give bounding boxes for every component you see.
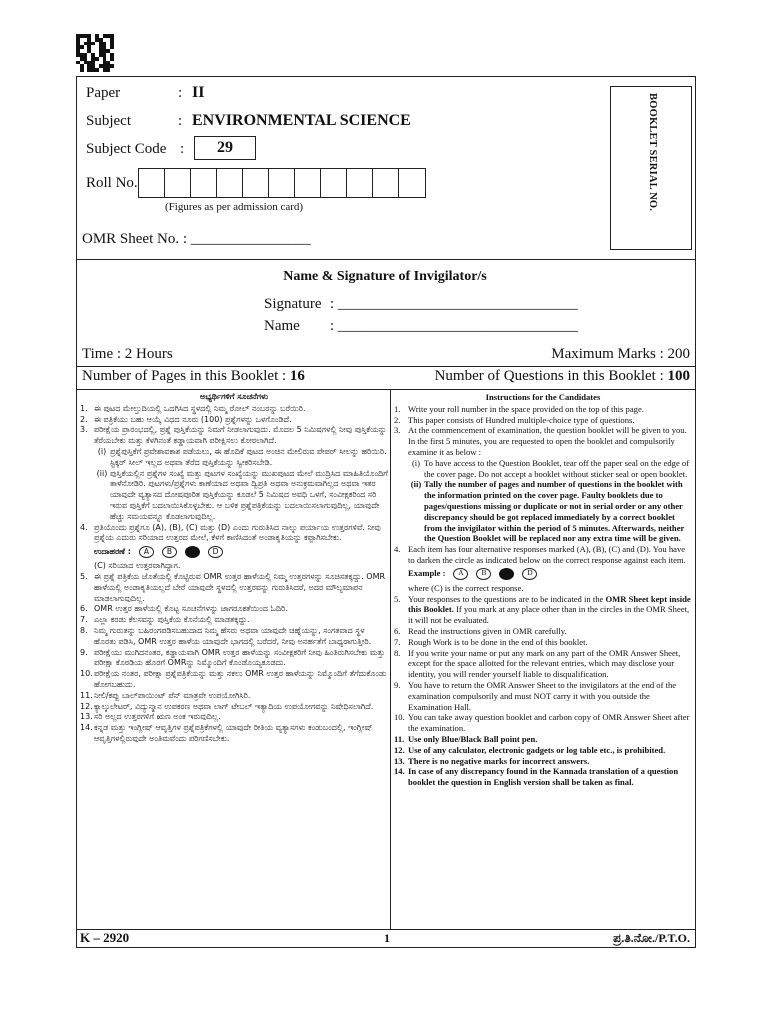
option-d-circle: D (522, 568, 537, 580)
list-item: 1. Write your roll number in the space provided on the top of this page. (394, 403, 644, 414)
option-c-filled-circle (499, 568, 514, 580)
list-item: 11. Use only Blue/Black Ball point pen. (394, 733, 538, 744)
roll-digit-box[interactable] (217, 169, 243, 197)
pages-value: 16 (289, 368, 305, 384)
qr-code (76, 34, 114, 72)
list-item: 13. There is no negative marks for incorrect answers. (394, 755, 590, 766)
roll-number-note: (Figures as per admission card) (165, 201, 304, 213)
example-row (394, 568, 692, 580)
list-item: (ii) ಪುಸ್ತಿಕೆಯಲ್ಲಿನ ಪ್ರಶ್ನೆಗಳ ಸಂಖ್ಯೆ ಮತ್ತು ಪುಟಗಳ ಸಂಖ್ಯೆಯನ್ನು ಮುಖಪುಟದ ಮೇಲೆ ಮುದ್ರಿಸಿದ ಮಾಹಿತಿಯೊಂದಿಗೆ ತಾಳೆನೋಡಿರಿ. ಪುಟಗಳು/ಪ್ರಶ್ನೆಗಳು ಕಾಣೆಯಾದ ಅಥವಾ ದ್ವಿಪ್ರತಿ ಅಥವಾ ಅನುಕ್ರಮವಾಗಿಲ್ಲದ ಅಥವಾ ಇತರ ಯಾವುದೇ ವ್ಯತ್ಯಾಸದ ದೋಷಪೂರಿತ ಪುಸ್ತಿಕೆಯನ್ನು ಕೂಡಲೆ 5 ನಿಮಿಷದ ಅವಧಿ ಒಳಗೆ, ಸಂವೀಕ್ಷಕರಿಂದ ಸರಿ ಇರುವ ಪುಸ್ತಿಕೆಗೆ ಬದಲಾಯಿಸಿಕೊಳ್ಳಬೇಕು. ಆ ಬಳಿಕ ಪ್ರಶ್ನೆಪತ್ರಿಕೆಯನ್ನು ಬದಲಾಯಿಸಲಾಗುವುದಿಲ್ಲ, ಯಾವುದೇ ಹೆಚ್ಚು ಸಮಯವನ್ನೂ ಕೊಡಲಾಗುವುದಿಲ್ಲ. (96, 468, 388, 521)
list-item: 6. OMR ಉತ್ತರ ಹಾಳೆಯಲ್ಲಿ ಕೊಟ್ಟ ಸೂಚನೆಗಳನ್ನು ಜಾಗರೂಕತೆಯಿಂದ ಓದಿರಿ. (80, 604, 288, 614)
example-label: ಉದಾಹರಣೆ : (94, 546, 131, 556)
roll-digit-box[interactable] (373, 169, 399, 197)
invigilator-title: Name & Signature of Invigilator/s (283, 269, 487, 284)
list-item: 3. At the commencement of examination, the question booklet will be given to you. In the first 5 minutes, you are requested to open the booklet and compulsorily examine it as below : (394, 425, 687, 457)
list-item: 14. ಕನ್ನಡ ಮತ್ತು ಇಂಗ್ಲೀಷ್ ಆವೃತ್ತಿಗಳ ಪ್ರಶ್ನೆಪತ್ರಿಕೆಗಳಲ್ಲಿ ಯಾವುದೇ ರೀತಿಯ ವ್ಯತ್ಯಾಸಗಳು ಕಂಡುಬಂದಲ್ಲಿ, ಇಂಗ್ಲೀಷ್ ಆವೃತ್ತಿಗಳಲ್ಲಿರುವುದೇ ಅಂತಿಮವೆಂದು ಪರಿಗಣಿಸಬೇಕು. (80, 723, 373, 743)
list-item: 5. Your responses to the questions are to be indicated in the OMR Sheet kept inside this Booklet. If you mark at any place other than in the circles in the OMR Sheet, it will not be evaluated. (394, 593, 691, 626)
omr-sheet-number: OMR Sheet No. : ________________ (82, 231, 311, 247)
list-item: (i) To have access to the Question Booklet, tear off the paper seal on the edge of the cover page. Do not accept a booklet without sticker seal or open booklet. (411, 457, 690, 479)
page-number: 1 (384, 931, 390, 945)
list-item: 4. Each item has four alternative responses marked (A), (B), (C) and (D). You have to darken the circle as indicated below on the correct response against each item. (394, 544, 686, 565)
roll-digit-box[interactable] (139, 169, 165, 197)
example-row (80, 546, 388, 558)
roll-digit-box[interactable] (295, 169, 321, 197)
example-note: (C) ಸರಿಯಾದ ಉತ್ತರವಾಗಿದ್ದಾಗ. (94, 561, 181, 571)
divider (76, 259, 696, 260)
maximum-marks: Maximum Marks : 200 (551, 346, 690, 362)
list-item: 8. If you write your name or put any mark on any part of the OMR Answer Sheet, except for the space allotted for the relevant entries, which may disclose your identity, you will render yourself liable to disqualification. (394, 647, 681, 680)
list-item: 10. ಪರೀಕ್ಷೆಯ ನಂತರ, ಪರೀಕ್ಷಾ ಪ್ರಶ್ನೆಪತ್ರಿಕೆಯನ್ನು ಮತ್ತು ನಕಲು OMR ಉತ್ತರ ಹಾಳೆಯನ್ನು ನಿಮ್ಮೊಂದಿಗೆ ತೆಗೆದುಕೊಂಡು ಹೋಗಬಹುದು. (80, 669, 387, 689)
list-item: 12. Use of any calculator, electronic gadgets or log table etc., is prohibited. (394, 744, 666, 755)
time-duration: Time : 2 Hours (82, 346, 173, 362)
qr-module (110, 68, 114, 72)
signature-label: Signature (264, 296, 322, 312)
list-item: 1. ಈ ಪುಟದ ಮೇಲ್ತುದಿಯಲ್ಲಿ ಒದಗಿಸಿದ ಸ್ಥಳದಲ್ಲಿ ನಿಮ್ಮ ರೋಲ್ ನಂಬರನ್ನು ಬರೆಯಿರಿ. (80, 403, 306, 413)
booklet-serial-label: BOOKLET SERIAL NO. (647, 93, 658, 212)
option-a-circle: A (139, 546, 154, 558)
option-c-filled-circle (185, 546, 200, 558)
roll-number-label: Roll No. (86, 175, 138, 191)
english-instructions (394, 392, 692, 788)
pages-label: Number of Pages in this Booklet : (82, 368, 290, 384)
subject-code-colon: : (180, 141, 185, 157)
list-item: 3. ಪರೀಕ್ಷೆಯ ಪ್ರಾರಂಭದಲ್ಲಿ, ಪ್ರಶ್ನೆ ಪುಸ್ತಿಕೆಯನ್ನು ನಿಮಗೆ ನೀಡಲಾಗುವುದು. ಮೊದಲ 5 ನಿಮಿಷಗಳಲ್ಲಿ ನೀವು ಪುಸ್ತಿಕೆಯನ್ನು ತೆರೆಯಬೇಕು ಮತ್ತು ಕೆಳಗಿನಂತೆ ಕಡ್ಡಾಯವಾಗಿ ಪರೀಕ್ಷಿಸಲು ಕೋರಲಾಗಿದೆ. (80, 425, 387, 446)
number-of-questions (400, 368, 690, 385)
divider (76, 929, 696, 930)
english-heading: Instructions for the Candidates (485, 392, 601, 402)
list-item: 4. ಪ್ರತಿಯೊಂದು ಪ್ರಶ್ನೆಗೂ (A), (B), (C) ಮತ್ತು (D) ಎಂದು ಗುರುತಿಸಿದ ನಾಲ್ಕು ಪರ್ಯಾಯ ಉತ್ತರಗಳಿವೆ. ನೀವು ಪ್ರಶ್ನೆಯ ಎದುರು ಸರಿಯಾದ ಉತ್ತರದ ಮೇಲೆ, ಕೆಳಗೆ ಕಾಣಿಸಿದಂತೆ ಅಂಡಾಕೃತಿಯನ್ನು ಕಪ್ಪಾಗಿಸಬೇಕು. (80, 522, 381, 543)
divider (76, 389, 696, 390)
subject-value: ENVIRONMENTAL SCIENCE (192, 112, 411, 129)
list-item: 8. ನಿಮ್ಮ ಗುರುತನ್ನು ಬಹಿರಂಗಪಡಿಸಬಹುದಾದ ನಿಮ್ಮ ಹೆಸರು ಅಥವಾ ಯಾವುದೇ ಚಿಹ್ನೆಯನ್ನು, ಸಂಗತವಾದ ಸ್ಥಳ ಹೊರತು ಪಡಿಸಿ, OMR ಉತ್ತರ ಹಾಳೆಯ ಯಾವುದೇ ಭಾಗದಲ್ಲಿ ಬರೆದರೆ, ನೀವು ಅನರ್ಹತೆಗೆ ಬಾಧ್ಯರಾಗುತ್ತೀರಿ. (80, 625, 372, 646)
list-item: (ii) Tally the number of pages and number of questions in the booklet with the information printed on the cover page. Faulty booklets due to pages/questions missing or duplicate or not in serial order or any other discrepancy should be got replaced immediately by a correct booklet from the invigilator within the period of 5 minutes. Afterwards, neither the Question Booklet will be replaced nor any extra time will be given. (410, 479, 685, 544)
list-item: 9. You have to return the OMR Answer Sheet to the invigilators at the end of the examination compulsorily and must NOT carry it with you outside the Examination Hall. (394, 679, 677, 712)
paper-value: II (192, 84, 205, 101)
number-of-pages (82, 368, 305, 385)
roll-digit-box[interactable] (165, 169, 191, 197)
list-item: 11. ನೀಲಿ/ಕಪ್ಪು ಬಾಲ್‌ಪಾಯಿಂಟ್ ಪೆನ್ ಮಾತ್ರವೇ ಉಪಯೋಗಿಸಿರಿ. (80, 690, 251, 700)
booklet-code: K – 2920 (80, 930, 130, 945)
option-d-circle: D (208, 546, 223, 558)
list-item: 9. ಪರೀಕ್ಷೆಯು ಮುಗಿದನಂತರ, ಕಡ್ಡಾಯವಾಗಿ OMR ಉತ್ತರ ಹಾಳೆಯನ್ನು ಸಂವೀಕ್ಷಕರಿಗೆ ನೀವು ಹಿಂತಿರುಗಿಸಬೇಕು ಮತ್ತು ಪರೀಕ್ಷಾ ಕೊಠಡಿಯ ಹೊರಗೆ OMRನ್ನು ನಿಮ್ಮೊಂದಿಗೆ ಕೊಂಡೊಯ್ಯಕೂಡದು. (80, 647, 385, 668)
kannada-heading: ಅಭ್ಯರ್ಥಿಗಳಿಗೆ ಸೂಚನೆಗಳು (199, 392, 269, 401)
option-a-circle: A (453, 568, 468, 580)
example-note: where (C) is the correct response. (408, 582, 524, 593)
list-item: 6. Read the instructions given in OMR carefully. (394, 625, 567, 636)
kannada-instructions (80, 392, 388, 745)
column-divider (390, 389, 391, 929)
list-item: 12. ಕ್ಯಾಲ್ಕುಲೇಟರ್, ವಿದ್ಯುನ್ಮಾನ ಉಪಕರಣ ಅಥವಾ ಲಾಗ್ ಟೇಬಲ್ ಇತ್ಯಾದಿಯ ಉಪಯೋಗವನ್ನು ನಿಷೇಧಿಸಲಾಗಿದೆ. (80, 701, 374, 711)
roll-digit-box[interactable] (321, 169, 347, 197)
divider (76, 366, 696, 367)
list-item: 2. ಈ ಪತ್ರಿಕೆಯು ಬಹು ಆಯ್ಕೆ ವಿಧದ ನೂರು (100) ಪ್ರಶ್ನೆಗಳನ್ನು ಒಳಗೊಂಡಿದೆ. (80, 414, 292, 424)
option-b-circle: B (476, 568, 491, 580)
roll-digit-box[interactable] (347, 169, 373, 197)
booklet-serial-box (610, 86, 692, 250)
subject-code-value: 29 (217, 139, 233, 156)
paper-colon: : (178, 85, 183, 101)
please-turn-over: ಪ್ರ.ತಿ.ನೋ./P.T.O. (613, 931, 690, 945)
list-item: 14. In case of any discrepancy found in the Kannada translation of a question booklet the question in English version shall be taken as final. (394, 766, 679, 788)
option-b-circle: B (162, 546, 177, 558)
roll-digit-box[interactable] (191, 169, 217, 197)
list-item: 13. ಸರಿ ಅಲ್ಲದ ಉತ್ತರಗಳಿಗೆ ಋಣ ಅಂಕ ಇರುವುದಿಲ್ಲ. (80, 712, 221, 722)
list-item: 2. This paper consists of Hundred multiple-choice type of questions. (394, 414, 635, 425)
paper-label: Paper (86, 85, 121, 101)
signature-line: : ________________________________ (330, 296, 578, 312)
subject-label: Subject (86, 113, 131, 129)
roll-digit-box[interactable] (269, 169, 295, 197)
list-item: 7. Rough Work is to be done in the end of this booklet. (394, 636, 588, 647)
list-item: (i) ಪ್ರಶ್ನೆಪುಸ್ತಿಕೆಗೆ ಪ್ರವೇಶಾವಕಾಶ ಪಡೆಯಲು, ಈ ಹೊದಿಕೆ ಪುಟದ ಅಂಚಿನ ಮೇಲಿರುವ ಪೇಪರ್ ಸೀಲನ್ನು ಹರಿಯಿರಿ. ಸ್ಟಿಕ್ಕರ್ ಸೀಲ್ ಇಲ್ಲದ ಅಥವಾ ತೆರೆದ ಪುಸ್ತಿಕೆಯನ್ನು ಸ್ವೀಕರಿಸಬೇಡಿ. (97, 446, 387, 467)
list-item: 5. ಈ ಪ್ರಶ್ನೆ ಪತ್ರಿಕೆಯ ಜೊತೆಯಲ್ಲಿ ಕೊಟ್ಟಿರುವ OMR ಉತ್ತರ ಹಾಳೆಯಲ್ಲಿ ನಿಮ್ಮ ಉತ್ತರಗಳನ್ನು ಸೂಚಿಸತಕ್ಕದ್ದು. OMR ಹಾಳೆಯಲ್ಲಿ ಅಂಡಾಕೃತಿಯಲ್ಲದೆ ಬೇರೆ ಯಾವುದೇ ಸ್ಥಳದಲ್ಲಿ ಉತ್ತರವನ್ನು ಗುರುತಿಸಿದರೆ, ಅದರ ಮೌಲ್ಯಮಾಪನ ಮಾಡಲಾಗುವುದಿಲ್ಲ. (80, 571, 386, 603)
questions-value: 100 (667, 368, 690, 384)
example-label: Example : (408, 568, 446, 579)
name-line: : ________________________________ (330, 318, 578, 334)
roll-number-boxes[interactable] (138, 168, 426, 198)
list-item: 10. You can take away question booklet and carbon copy of OMR Answer Sheet after the examination. (394, 712, 690, 734)
subject-colon: : (178, 113, 183, 129)
roll-digit-box[interactable] (243, 169, 269, 197)
roll-digit-box[interactable] (399, 169, 425, 197)
subject-code-label: Subject Code (86, 141, 167, 157)
name-label: Name (264, 318, 300, 334)
subject-code-box (194, 136, 256, 160)
list-item: 7. ಎಲ್ಲಾ ಕರಡು ಕೆಲಸವನ್ನು ಪುಸ್ತಿಕೆಯ ಕೊನೆಯಲ್ಲಿ ಮಾಡತಕ್ಕದ್ದು. (80, 615, 250, 625)
questions-label: Number of Questions in this Booklet : (434, 368, 668, 384)
